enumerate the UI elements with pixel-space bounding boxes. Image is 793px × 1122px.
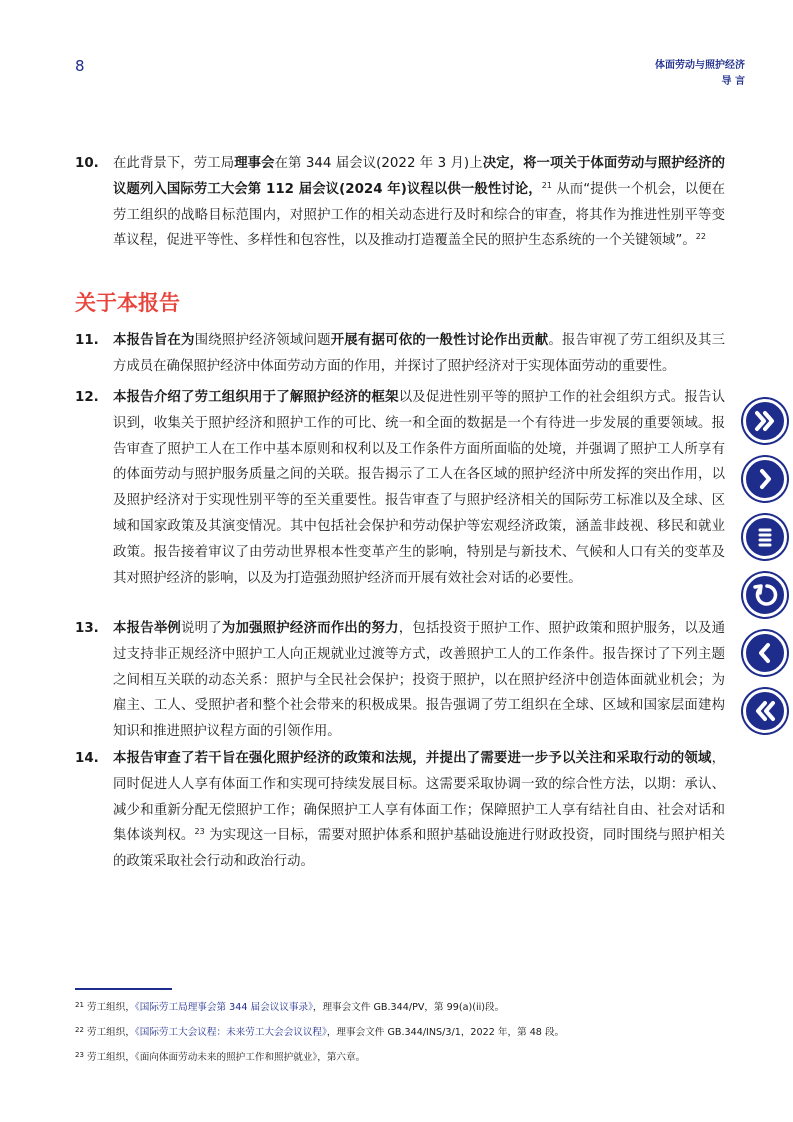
double-chevron-right-icon	[746, 402, 784, 440]
bold-text: 为加强照护经济而作出的努力	[221, 621, 399, 636]
footnote	[75, 994, 735, 1019]
footnote-text: 劳工组织，	[83, 1052, 135, 1063]
paragraph-14	[75, 746, 725, 875]
bold-text: 决定，将一项关于体面劳动与照护经济的议题列入国际劳工大会第 112 届会议(2024 年)议程以供一般性讨论，	[113, 156, 726, 197]
paragraph-number: 10.	[75, 156, 99, 171]
footnote	[75, 1044, 735, 1069]
footnote-number: 23	[75, 1051, 84, 1059]
paragraph-number: 13.	[75, 621, 99, 636]
paragraph-11	[75, 328, 725, 380]
return-icon	[746, 576, 784, 614]
double-chevron-left-icon	[746, 692, 784, 730]
footnote-rule	[75, 988, 172, 990]
bold-text: 理事会	[234, 156, 275, 171]
text: 在第 344 届会议(2022 年 3 月)上	[274, 156, 483, 171]
previous-section-button[interactable]	[743, 689, 787, 733]
text: 说明了	[181, 621, 222, 636]
footnote-text: ，理事会文件 GB.344/PV，第 99(a)(ii)段。	[312, 1002, 505, 1013]
paragraph-body	[113, 746, 725, 875]
footnote-text: 劳工组织，	[83, 1027, 135, 1038]
text: 围绕照护经济领域问题	[194, 333, 331, 348]
section-title: 关于本报告	[75, 291, 180, 315]
chevron-right-icon	[746, 460, 784, 498]
footnote-text: 《面向体面劳动未来的照护工作和照护就业》，第六章。	[134, 1052, 366, 1063]
contents-button[interactable]	[743, 515, 787, 559]
chevron-left-icon	[746, 634, 784, 672]
footnote-ref[interactable]: 21	[541, 180, 552, 190]
footnote-ref[interactable]: 22	[695, 232, 706, 242]
text: ，同时促进人人享有体面工作和实现可持续发展目标。这需要采取协调一致的综合性方法，以期：承认、减少和重新分配无偿照护工作；确保照护工人享有体面工作；保障照护工人享有结社自由、社会对话和集体谈判权。	[113, 751, 725, 844]
bold-text: 开展有据可依的一般性讨论作出贡献	[330, 333, 549, 348]
paragraph-13	[75, 616, 725, 745]
paragraph-10	[75, 151, 725, 254]
menu-list-icon	[746, 518, 784, 556]
next-page-button[interactable]	[743, 457, 787, 501]
previous-page-button[interactable]	[743, 631, 787, 675]
next-section-button[interactable]	[743, 399, 787, 443]
footnote-number: 21	[75, 1001, 84, 1009]
page-number: 8	[75, 57, 85, 75]
footnote	[75, 1019, 735, 1044]
footnote-link[interactable]: 《国际劳工大会议程：未来劳工大会会议议程》	[134, 1027, 327, 1038]
bold-text: 本报告介绍了劳工组织用于了解照护经济的框架	[113, 390, 399, 405]
bold-text: 本报告举例	[113, 621, 182, 636]
paragraph-body	[113, 385, 725, 591]
text: 在此背景下，劳工局	[113, 156, 235, 171]
running-header-title: 体面劳动与照护经济	[655, 60, 745, 71]
text: 。报告审视了劳工组织及其三方成员在确保照护经济中体面劳动方面的作用，并探讨了照护经济对于实现体面劳动的重要性。	[113, 333, 726, 374]
paragraph-body	[113, 328, 725, 380]
running-header	[655, 58, 745, 90]
bold-text: 本报告旨在为	[113, 333, 195, 348]
running-header-subtitle: 导 言	[721, 76, 745, 87]
text: ，包括投资于照护工作、照护政策和照护服务，以及通过支持非正规经济中照护工人向正规就业过渡等方式，改善照护工人的工作条件。报告探讨了下列主题之间相互关联的动态关系：照护与全民社会保护；投资于照护，以在照护经济中创造体面就业机会；为雇主、工人、受照护者和整个社会带来的积极成果。报告强调了劳工组织在全球、区域和国家层面建构知识和推进照护议程方面的引领作用。	[113, 621, 726, 740]
footnote-number: 22	[75, 1026, 84, 1034]
text: 为实现这一目标，需要对照护体系和照护基础设施进行财政投资，同时围绕与照护相关的政策采取社会行动和政治行动。	[113, 828, 725, 870]
footnote-text: 劳工组织，	[83, 1002, 135, 1013]
bold-text: 本报告审查了若干旨在强化照护经济的政策和法规，并提出了需要进一步予以关注和采取行动的领域	[113, 751, 712, 766]
footnote-ref[interactable]: 23	[194, 827, 205, 837]
footnotes	[75, 994, 735, 1069]
text: 从而“提供一个机会，以便在劳工组织的战略目标范围内，对照护工作的相关动态进行及时和综合的审查，将其作为推进性别平等变革议程，促进平等性、多样性和包容性，以及推动打造覆盖全民的照护生态系统的一个关键领域”。	[113, 181, 725, 249]
paragraph-body	[113, 616, 725, 745]
paragraph-body	[113, 151, 725, 254]
return-button[interactable]	[743, 573, 787, 617]
footnote-text: ，理事会文件 GB.344/INS/3/1，2022 年，第 48 段。	[326, 1027, 565, 1038]
paragraph-number: 12.	[75, 390, 99, 405]
paragraph-number: 14.	[75, 751, 99, 766]
footnote-link[interactable]: 《国际劳工局理事会第 344 届会议议事录》	[134, 1002, 313, 1013]
paragraph-number: 11.	[75, 333, 99, 348]
text: 以及促进性别平等的照护工作的社会组织方式。报告认识到，收集关于照护经济和照护工作的可比、统一和全面的数据是一个有待进一步发展的重要领域。报告审查了照护工人在工作中基本原则和权利以及工作条件方面所面临的处境，并强调了照护工人所享有的体面劳动与照护服务质量之间的关联。报告揭示了工人在各区域的照护经济中所发挥的突出作用，以及照护经济对于实现性别平等的至关重要性。报告审查了与照护经济相关的国际劳工标准以及全球、区域和国家政策及其演变情况。其中包括社会保护和劳动保护等宏观经济政策，涵盖非歧视、移民和就业政策。报告接着审议了由劳动世界根本性变革产生的影响，特别是与新技术、气候和人口有关的变革及其对照护经济的影响，以及为打造强劲照护经济而开展有效社会对话的必要性。	[113, 390, 726, 586]
paragraph-12	[75, 385, 725, 591]
